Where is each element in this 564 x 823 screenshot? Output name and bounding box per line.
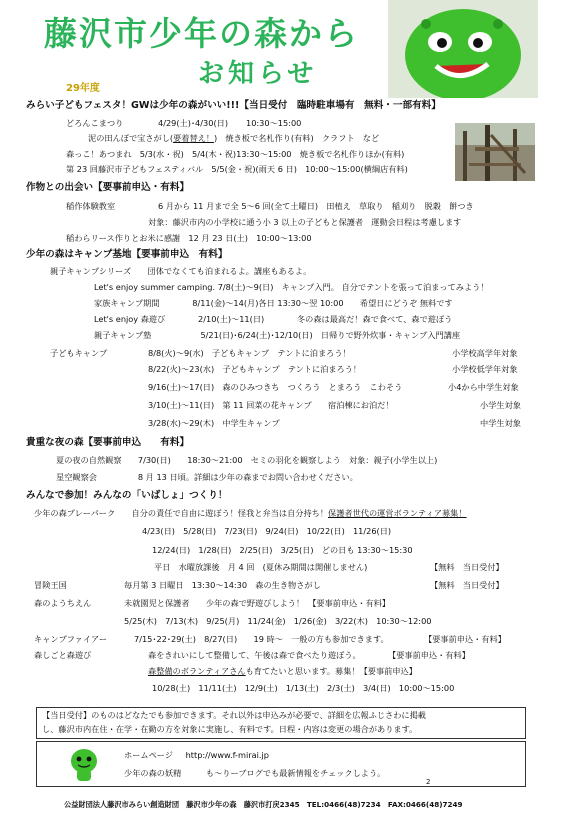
- event-name: キャンプファイアー: [34, 634, 108, 644]
- date-row: 4/23(日) 5/28(日) 7/23(日) 9/24(日) 10/22(日) 11/26(日): [142, 526, 392, 536]
- event-name: 森のようちえん: [34, 598, 92, 608]
- fairy-mascot-icon: [64, 745, 104, 783]
- event-detail: 7/15･22･29(土) 8/27(日) 19 時～ 一般の方も参加できます。: [134, 634, 389, 644]
- volunteer-row: [148, 666, 417, 677]
- event-detail: 未就園児と保護者 少年の森で野遊びしよう！ 【要事前申込・有料】: [124, 598, 391, 608]
- event-tag: 【無料 当日受付】: [430, 562, 504, 572]
- event-detail: 9/16(土)～17(日) 森のひみつきち つくろう とまろう こわそう: [148, 382, 403, 392]
- event-detail: 8/22(火)～23(水) 子どもキャンプ テントに泊まろう！: [148, 364, 362, 374]
- event-row: Let's enjoy summer camping. 7/8(土)～9(日) キャンプ入門。 自分でテントを張って泊まってみよう！: [94, 282, 489, 292]
- event-row: 家族キャンプ期間 8/11(金)～14(月)各日 13:30～翌 10:00 希望日にどうぞ 無料です: [94, 298, 453, 308]
- blog-line: 少年の森の妖精 も～りーブログでも最新情報をチェックしよう。: [124, 768, 386, 778]
- event-date: 4/29(土)･4/30(日): [158, 118, 229, 128]
- page-subtitle: お知らせ: [198, 59, 318, 89]
- event-name: 稲作体験教室: [66, 201, 116, 211]
- event-detail-text: 泥の田んぼで宝さがし(: [88, 133, 174, 143]
- date-row: 12/24(日) 1/28(日) 2/25(日) 3/25(日) どの日も 13:30～15:30: [152, 545, 413, 555]
- event-tag: 【要事前申込・有料】: [424, 634, 506, 644]
- event-target: 小学生対象: [480, 400, 521, 410]
- footer-contact: 公益財団法人藤沢市みらい創造財団 藤沢市少年の森 藤沢市打戻2345 TEL:0466(48)7234 FAX:0466(48)7249: [64, 800, 463, 809]
- event-name: 子どもキャンプ: [50, 348, 108, 358]
- event-detail-underline: 要着替え！: [173, 133, 215, 143]
- date-row: 5/25(木) 7/13(木) 9/25(月) 11/24(金) 1/26(金) 3/22(木) 10:30～12:00: [124, 616, 432, 626]
- event-detail: 毎月第 3 日曜日 13:30～14:30 森の生き物さがし: [124, 580, 321, 590]
- info-box: [36, 741, 526, 787]
- event-name: どろんこまつり: [66, 118, 124, 128]
- event-time: 10:30～15:00: [246, 118, 302, 128]
- page-title: 藤沢市少年の森から: [44, 14, 359, 53]
- event-row: 親子キャンプシリーズ 団体でなくても泊まれるよ。講座もあるよ。: [50, 266, 312, 276]
- notice-line: し、藤沢市内在住・在学・在勤の方を対象に実施し、有料です。日程・内容は変更の場合があります。: [42, 724, 418, 734]
- event-target: 小学校低学年対象: [452, 364, 518, 374]
- event-row: 稲わらリース作りとお米に感謝 12 月 23 日(土) 10:00～13:00: [66, 233, 312, 243]
- treehouse-photo: [455, 123, 535, 181]
- event-target: 小4から中学生対象: [448, 382, 519, 392]
- event-target: 小学校高学年対象: [452, 348, 518, 358]
- section-heading-camp: 少年の森はキャンプ基地【要事前申込 有料】: [26, 249, 228, 260]
- event-detail-text2: ) 焼き板で名札作り(有料) クラフト など: [214, 133, 380, 143]
- event-detail: 対象：藤沢市内の小学校に通う小 3 以上の子どもと保護者 運動会日程は考慮します: [148, 217, 462, 227]
- volunteer-call: 保護者世代の運営ボランティア募集！: [328, 508, 467, 518]
- section-heading-night: 貴重な夜の森【要事前申込 有料】: [26, 437, 190, 448]
- page-number: 2: [426, 778, 431, 786]
- event-detail: 3/28(水)～29(木) 中学生キャンプ: [148, 418, 280, 428]
- homepage-row: [124, 750, 269, 761]
- event-detail: [88, 133, 379, 144]
- event-row: 夏の夜の自然観察 7/30(日) 18:30～21:00 セミの羽化を観察しよう 対象：親子(小学生以上): [56, 455, 438, 465]
- notice-line: 【当日受付】のものはどなたでも参加できます。それ以外は申込みが必要で、詳細を広報ふじさわに掲載: [42, 710, 426, 720]
- event-row: 第 23 回藤沢市子どもフェスティバル 5/5(金・祝)(雨天 6 日) 10:00～15:00(横綱店有料): [66, 164, 408, 174]
- section-heading-ibasho: みんなで参加！みんなの「いばしょ」つくり！: [26, 490, 228, 501]
- event-tag: 【無料 当日受付】: [430, 580, 504, 590]
- event-row: Let's enjoy 森遊び 2/10(土)～11(日) 冬の森は最高だ！森で食べて、森で遊ぼう: [94, 314, 453, 324]
- event-target: 中学生対象: [480, 418, 521, 428]
- homepage-link[interactable]: http://www.f-mirai.jp: [185, 750, 269, 760]
- section-heading-crops: 作物との出会い【要事前申込・有料】: [26, 182, 190, 193]
- event-row: 星空観察会 8 月 13 日頃。詳細は少年の森までお問い合わせください。: [56, 472, 358, 482]
- event-row: 森っこ！あつまれ 5/3(水・祝) 5/4(木・祝)13:30～15:00 焼き板で名札作りほか(有料): [66, 149, 405, 159]
- event-detail: 8/8(火)～9(水) 子どもキャンプ テントに泊まろう！: [148, 348, 351, 358]
- playpark-row: [34, 508, 467, 519]
- date-row: 10/28(土) 11/11(土) 12/9(土) 1/13(土) 2/3(土) 3/4(日) 10:00～15:00: [152, 683, 455, 693]
- event-detail: 3/10(土)～11(日) 第 11 回菜の花キャンプ 宿泊棟にお泊だ！: [148, 400, 394, 410]
- date-row: 平日 水曜放課後 月 4 回 (夏休み期間は開催しません): [154, 562, 368, 572]
- section-heading-festa: みらい子どもフェスタ！GWは少年の森がいい!!!【当日受付 臨時駐車場有 無料・一部有料】: [26, 100, 441, 111]
- volunteer-underline: 森整備のボランティアさん: [148, 666, 246, 676]
- homepage-label: ホームページ: [124, 750, 173, 760]
- year-label: 29年度: [66, 83, 100, 94]
- event-name: 森しごと森遊び: [34, 650, 92, 660]
- event-tag: 【要事前申込・有料】: [388, 650, 470, 660]
- volunteer-text: も育てたいと思います。募集！【要事前申込】: [245, 666, 417, 676]
- event-detail: 森をきれいにして整備して、午後は森で食べたり遊ぼう。: [148, 650, 361, 660]
- playpark-text: 少年の森プレーパーク 自分の責任で自由に遊ぼう！怪我と弁当は自分持ち！: [34, 508, 329, 518]
- mascot-image: [388, 0, 538, 98]
- event-detail: 6 月から 11 月まで全 5～6 回(全て土曜日) 田植え 草取り 稲刈り 脱穀 餅つき: [158, 201, 474, 211]
- event-name: 冒険王国: [34, 580, 67, 590]
- event-row: 親子キャンプ塾 5/21(日)･6/24(土)･12/10(日) 日帰りで野外炊事・キャンプ入門講座: [94, 330, 461, 340]
